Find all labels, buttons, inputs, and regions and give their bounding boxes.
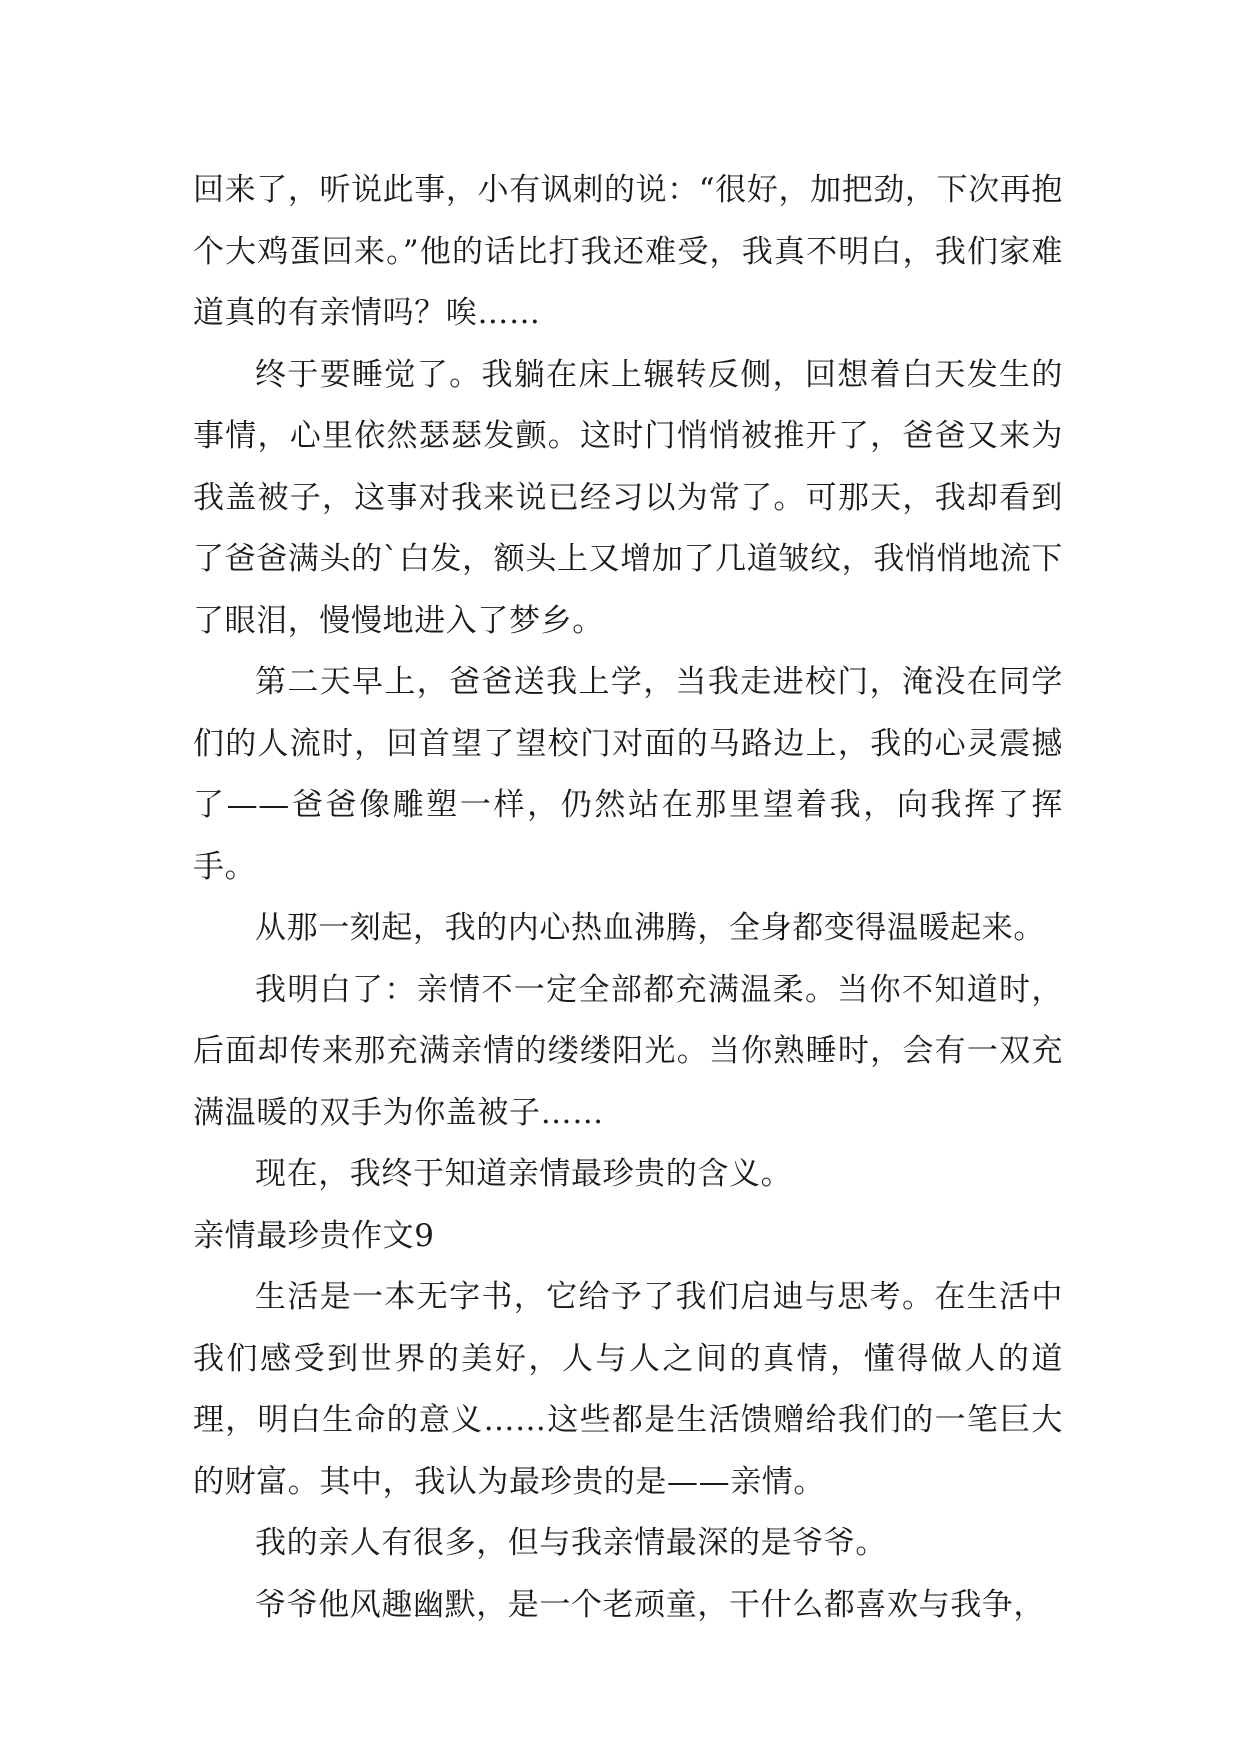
paragraph: 终于要睡觉了。我躺在床上辗转反侧，回想着白天发生的事情，心里依然瑟瑟发颤。这时门悄悄被推开了，爸爸又来为我盖被子，这事对我来说已经习以为常了。可那天，我却看到了爸爸满头的`白发，额头上又增加了几道皱纹，我悄悄地流下了眼泪，慢慢地进入了梦乡。 <box>193 356 1063 639</box>
paragraph: 现在，我终于知道亲情最珍贵的含义。 <box>255 1156 793 1192</box>
paragraph: 生活是一本无字书，它给予了我们启迪与思考。在生活中我们感受到世界的美好，人与人之间的真情，懂得做人的道理，明白生命的意义……这些都是生活馈赠给我们的一笔巨大的财富。其中，我认为最珍贵的是——亲情。 <box>193 1279 1063 1500</box>
essay-heading: 亲情最珍贵作文9 <box>193 1217 435 1254</box>
paragraph: 我明白了：亲情不一定全部都充满温柔。当你不知道时，后面却传来那充满亲情的缕缕阳光。当你熟睡时，会有一双充满温暖的双手为你盖被子…… <box>193 971 1063 1131</box>
paragraph: 第二天早上，爸爸送我上学，当我走进校门，淹没在同学们的人流时，回首望了望校门对面的马路边上，我的心灵震撼了——爸爸像雕塑一样，仍然站在那里望着我，向我挥了挥手。 <box>193 664 1063 885</box>
paragraph: 我的亲人有很多，但与我亲情最深的是爷爷。 <box>255 1525 887 1561</box>
paragraph: 爷爷他风趣幽默，是一个老顽童，干什么都喜欢与我争， <box>255 1586 1045 1623</box>
paragraph: 回来了，听说此事，小有讽刺的说：“很好，加把劲，下次再抱个大鸡蛋回来。”他的话比打我还难受，我真不明白，我们家难道真的有亲情吗？唉…… <box>193 172 1063 331</box>
paragraph: 从那一刻起，我的内心热血沸腾，全身都变得温暖起来。 <box>255 910 1045 946</box>
document-body <box>193 160 1063 1636</box>
